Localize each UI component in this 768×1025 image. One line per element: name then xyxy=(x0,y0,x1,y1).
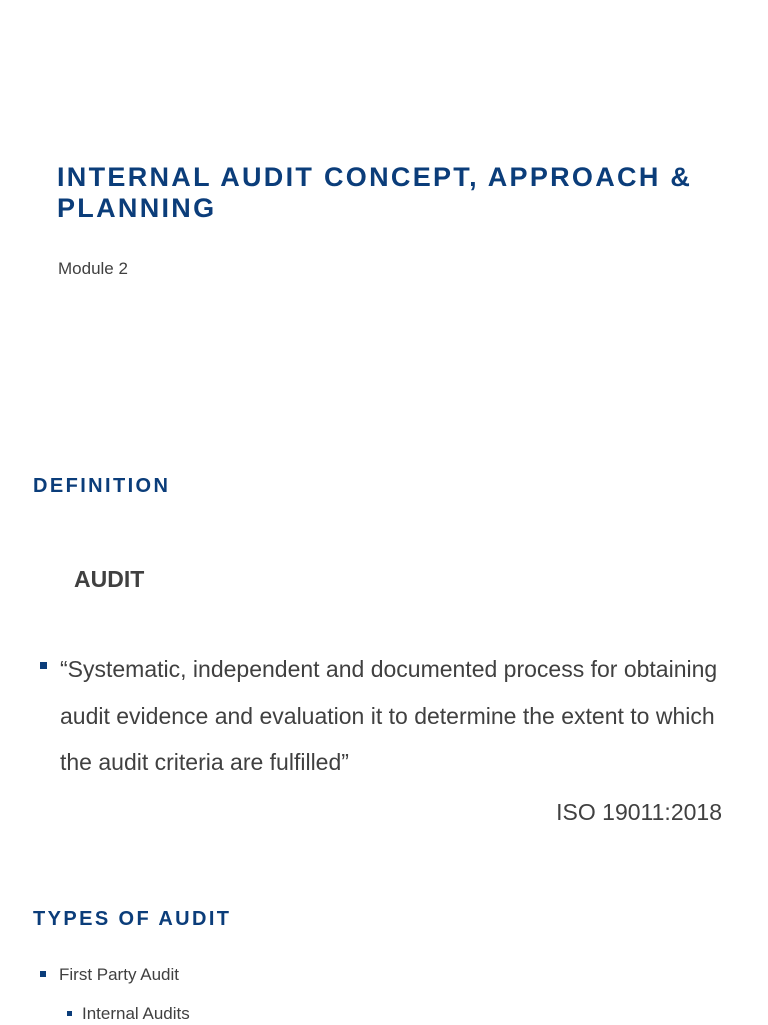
types-heading: TYPES OF AUDIT xyxy=(33,908,232,930)
term-heading: AUDIT xyxy=(74,566,145,592)
source-reference: ISO 19011:2018 xyxy=(556,799,722,825)
slide-subtitle: Module 2 xyxy=(58,259,128,278)
square-bullet-icon xyxy=(40,971,46,977)
definition-quote: “Systematic, independent and documented process for obtaining audit evidence and evaluation it to determine the extent to which the audit criteria are fulfilled” xyxy=(60,656,718,775)
list-item xyxy=(40,964,720,1025)
sub-list-item xyxy=(67,1003,720,1025)
square-bullet-icon xyxy=(67,1011,72,1016)
square-bullet-icon xyxy=(40,662,47,669)
slide-title: INTERNAL AUDIT CONCEPT, APPROACH & PLANNING xyxy=(57,162,693,223)
sub-list-item-label: Internal Audits xyxy=(82,1004,190,1023)
types-list xyxy=(40,964,720,1025)
definition-heading: DEFINITION xyxy=(33,475,171,497)
sub-list xyxy=(67,1003,720,1025)
list-item-label: First Party Audit xyxy=(59,965,179,984)
definition-quote-block xyxy=(40,646,730,786)
